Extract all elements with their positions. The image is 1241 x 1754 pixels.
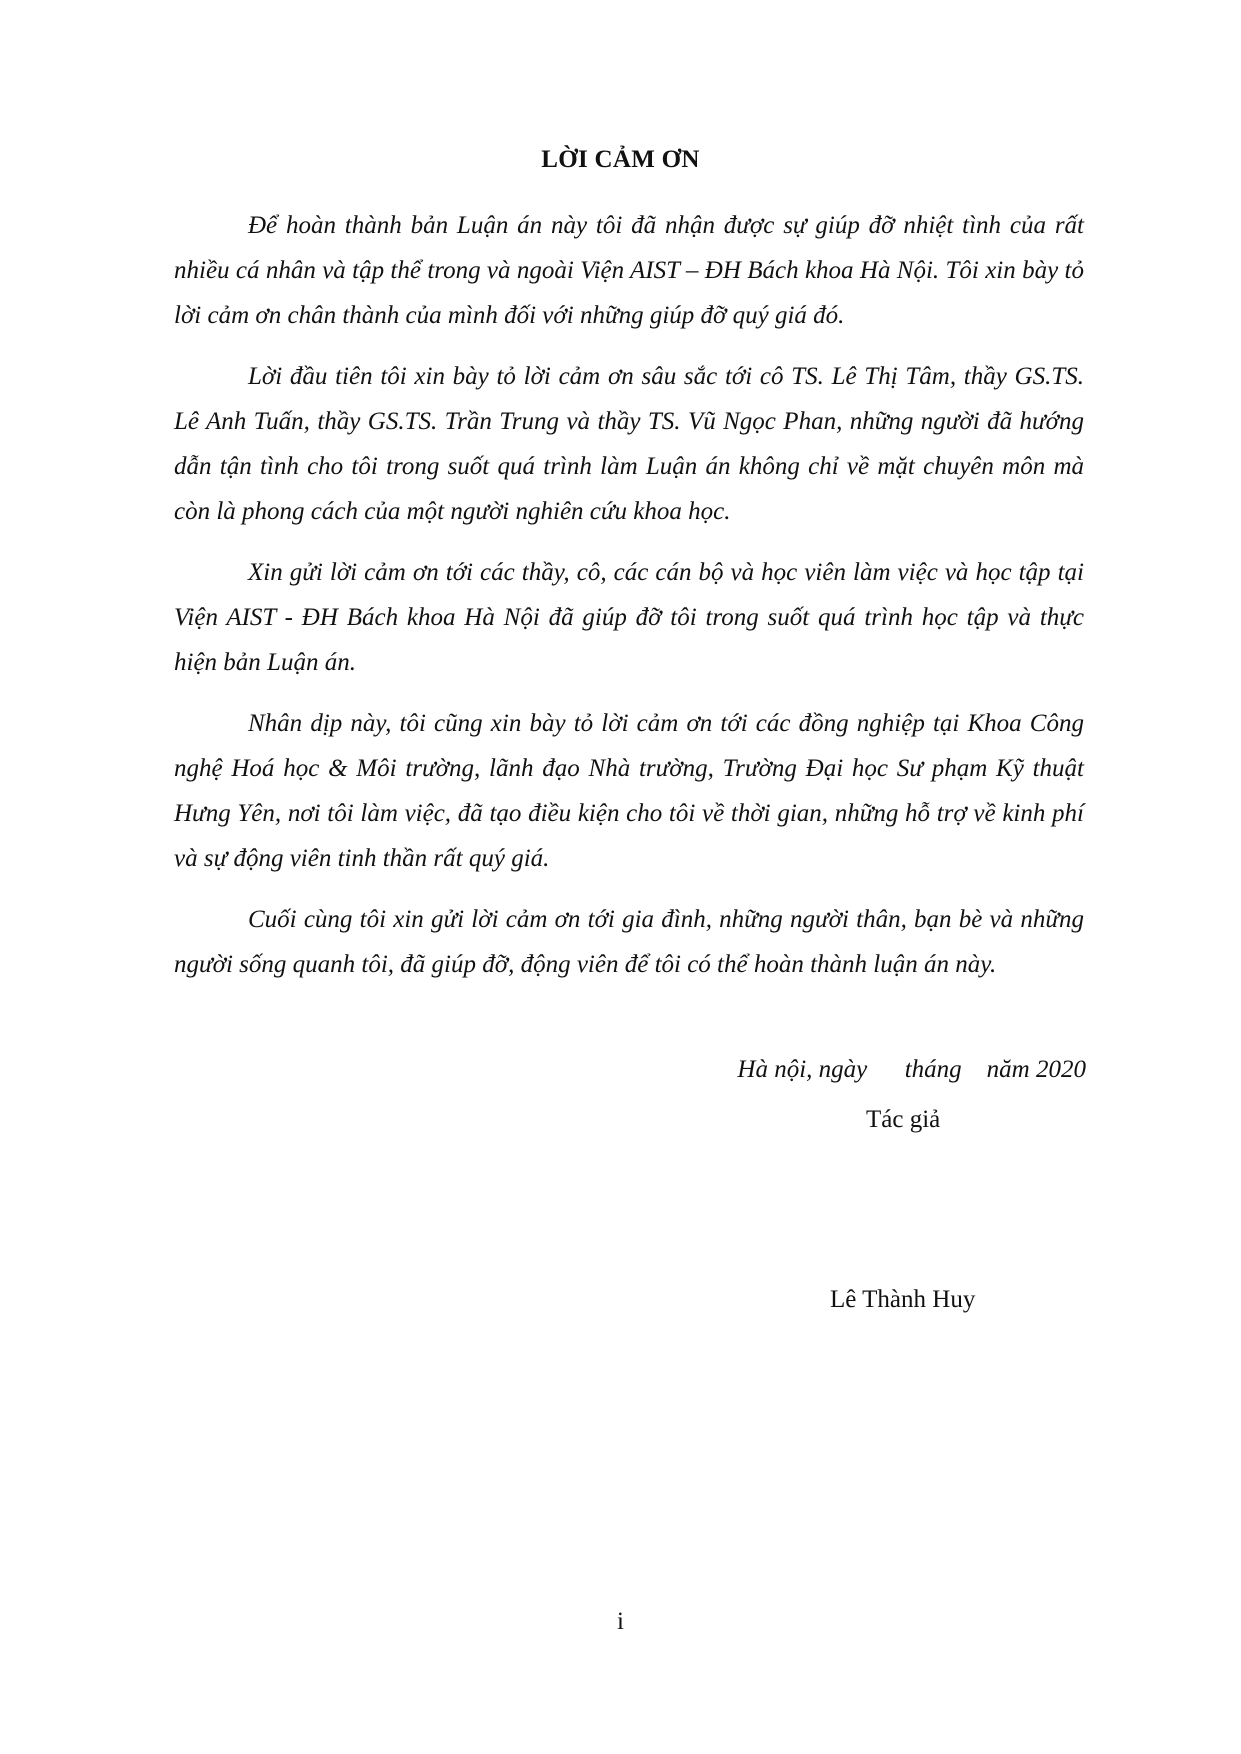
author-name: Lê Thành Huy — [830, 1286, 976, 1313]
author-label: Tác giả — [866, 1106, 941, 1133]
date-line: Hà nội, ngày tháng năm 2020 — [737, 1056, 1086, 1083]
paragraph-5: Cuối cùng tôi xin gửi lời cảm ơn tới gia đình, những người thân, bạn bè và những người sống quanh tôi, đã giúp đỡ, động viên để tôi có thể hoàn thành luận án này. — [174, 906, 1084, 978]
page-number: i — [617, 1608, 624, 1635]
acknowledgement-body — [174, 203, 1084, 1003]
paragraph-2: Lời đầu tiên tôi xin bày tỏ lời cảm ơn sâu sắc tới cô TS. Lê Thị Tâm, thầy GS.TS. Lê Anh Tuấn, thầy GS.TS. Trần Trung và thầy TS. Vũ Ngọc Phan, những người đã hướng dẫn tận tình cho tôi trong suốt quá trình làm Luận án không chỉ về mặt chuyên môn mà còn là phong cách của một người nghiên cứu khoa học. — [174, 363, 1084, 525]
paragraph-4: Nhân dịp này, tôi cũng xin bày tỏ lời cảm ơn tới các đồng nghiệp tại Khoa Công nghệ Hoá học & Môi trường, lãnh đạo Nhà trường, Trường Đại học Sư phạm Kỹ thuật Hưng Yên, nơi tôi làm việc, đã tạo điều kiện cho tôi về thời gian, những hỗ trợ về kinh phí và sự động viên tinh thần rất quý giá. — [174, 710, 1084, 872]
paragraph-3: Xin gửi lời cảm ơn tới các thầy, cô, các cán bộ và học viên làm việc và học tập tại Viện AIST - ĐH Bách khoa Hà Nội đã giúp đỡ tôi trong suốt quá trình học tập và thực hiện bản Luận án. — [174, 559, 1084, 676]
paragraph-1: Để hoàn thành bản Luận án này tôi đã nhận được sự giúp đỡ nhiệt tình của rất nhiều cá nhân và tập thể trong và ngoài Viện AIST – ĐH Bách khoa Hà Nội. Tôi xin bày tỏ lời cảm ơn chân thành của mình đối với những giúp đỡ quý giá đó. — [174, 212, 1084, 329]
page-title: LỜI CẢM ƠN — [541, 146, 700, 173]
